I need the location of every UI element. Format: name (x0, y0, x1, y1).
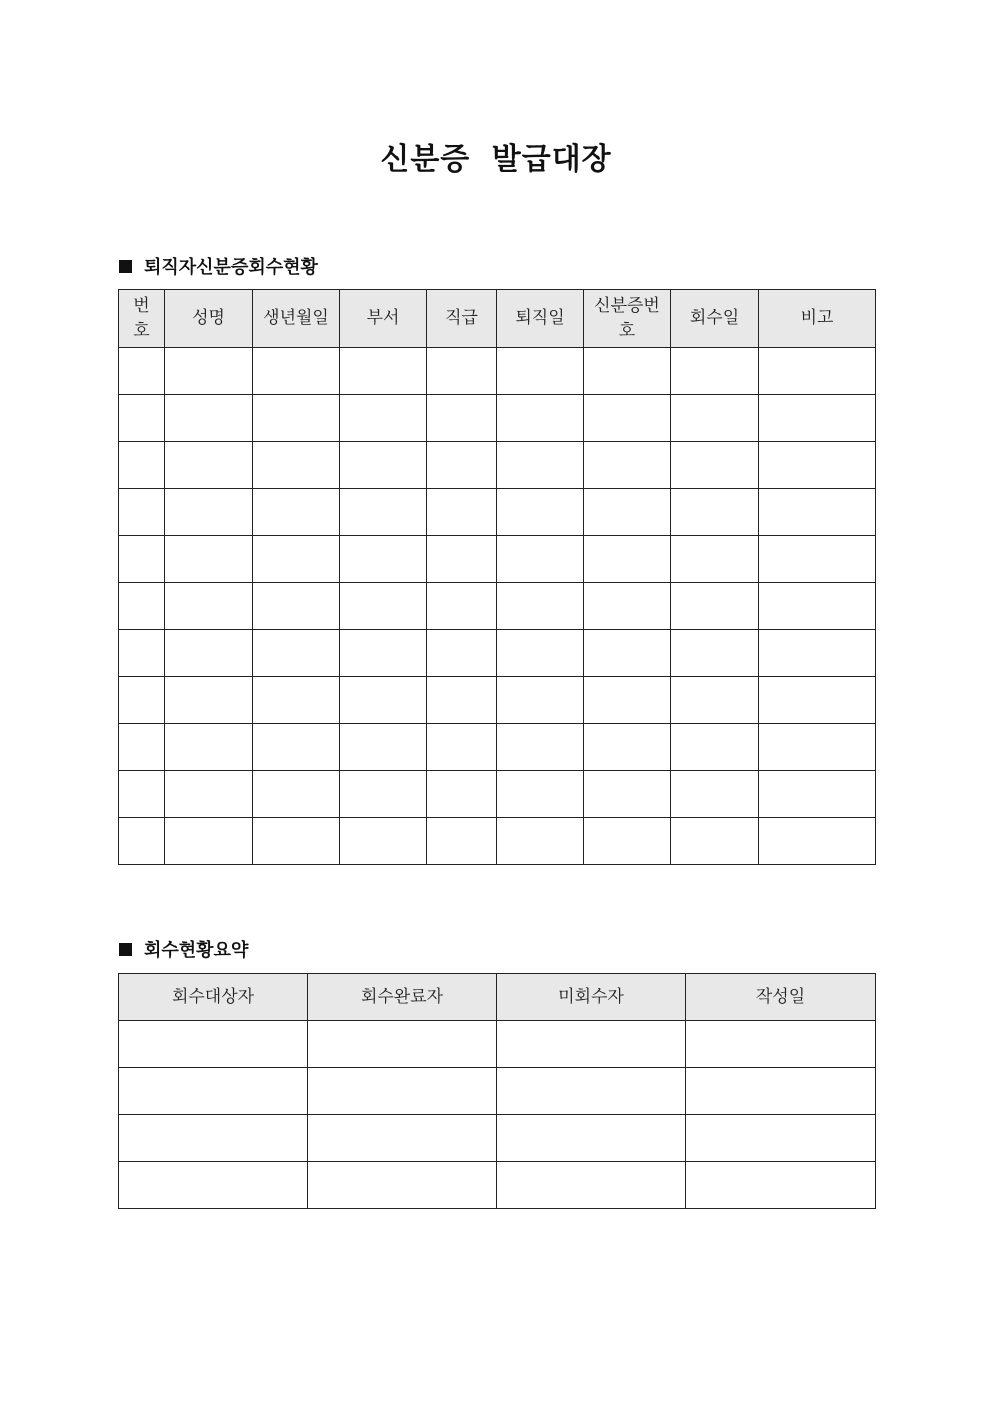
table-cell[interactable] (497, 630, 584, 677)
table-cell[interactable] (119, 1021, 308, 1068)
table-cell[interactable] (671, 583, 759, 630)
table-cell[interactable] (584, 348, 671, 395)
table-cell[interactable] (427, 630, 497, 677)
table-cell[interactable] (686, 1115, 876, 1162)
table-cell[interactable] (165, 395, 253, 442)
table-cell[interactable] (686, 1162, 876, 1209)
column-header-remarks: 비고 (759, 290, 876, 348)
table-cell[interactable] (759, 771, 876, 818)
table-cell[interactable] (427, 536, 497, 583)
table-cell[interactable] (340, 395, 427, 442)
table-cell[interactable] (427, 395, 497, 442)
table-cell[interactable] (253, 818, 340, 865)
table-cell[interactable] (253, 724, 340, 771)
table-cell[interactable] (497, 395, 584, 442)
table-cell[interactable] (759, 630, 876, 677)
table-cell[interactable] (497, 1068, 686, 1115)
table-cell[interactable] (759, 442, 876, 489)
column-header-department: 부서 (340, 290, 427, 348)
column-header-number: 번호 (119, 290, 165, 348)
table-cell[interactable] (759, 724, 876, 771)
table-cell[interactable] (584, 630, 671, 677)
table-row (119, 489, 876, 536)
table-cell[interactable] (340, 677, 427, 724)
table-cell[interactable] (308, 1115, 497, 1162)
retiree-id-recovery-table (118, 289, 876, 865)
table-cell[interactable] (497, 1021, 686, 1068)
table-row (119, 1162, 876, 1209)
table-cell[interactable] (671, 630, 759, 677)
table-cell[interactable] (340, 348, 427, 395)
table-cell[interactable] (119, 536, 165, 583)
table-cell[interactable] (119, 1115, 308, 1162)
table-cell[interactable] (759, 536, 876, 583)
column-header-rank: 직급 (427, 290, 497, 348)
table-cell[interactable] (759, 395, 876, 442)
column-header-unrecovered: 미회수자 (497, 974, 686, 1021)
recovery-summary-table (118, 973, 876, 1209)
table-cell[interactable] (253, 442, 340, 489)
column-header-recovered: 회수완료자 (308, 974, 497, 1021)
table-cell[interactable] (165, 818, 253, 865)
table-cell[interactable] (119, 724, 165, 771)
table-cell[interactable] (671, 818, 759, 865)
table-cell[interactable] (759, 818, 876, 865)
table-cell[interactable] (165, 771, 253, 818)
table-cell[interactable] (119, 771, 165, 818)
table-row (119, 724, 876, 771)
section-heading-label: 퇴직자신분증회수현황 (144, 257, 318, 278)
table-cell[interactable] (119, 442, 165, 489)
table-cell[interactable] (308, 1021, 497, 1068)
section-heading-label: 회수현황요약 (144, 940, 249, 961)
table-cell[interactable] (671, 536, 759, 583)
table-cell[interactable] (671, 677, 759, 724)
table-row (119, 1068, 876, 1115)
black-square-bullet-icon (119, 943, 132, 956)
table-row (119, 630, 876, 677)
table-cell[interactable] (584, 818, 671, 865)
column-header-name: 성명 (165, 290, 253, 348)
table-cell[interactable] (584, 677, 671, 724)
table-cell[interactable] (671, 771, 759, 818)
table-cell[interactable] (584, 583, 671, 630)
column-header-recovery-targets: 회수대상자 (119, 974, 308, 1021)
table-cell[interactable] (253, 630, 340, 677)
table-cell[interactable] (253, 583, 340, 630)
table-cell[interactable] (584, 489, 671, 536)
table-cell[interactable] (584, 395, 671, 442)
table-cell[interactable] (671, 442, 759, 489)
section-heading-recovery-summary (119, 936, 248, 962)
table-cell[interactable] (497, 771, 584, 818)
table-cell[interactable] (119, 489, 165, 536)
table-cell[interactable] (759, 489, 876, 536)
table-row (119, 771, 876, 818)
table-header-row (119, 974, 876, 1021)
table-row (119, 818, 876, 865)
table-cell[interactable] (165, 536, 253, 583)
table-cell[interactable] (759, 348, 876, 395)
table-cell[interactable] (584, 771, 671, 818)
table-cell[interactable] (253, 348, 340, 395)
table-cell[interactable] (497, 818, 584, 865)
table-cell[interactable] (340, 724, 427, 771)
table-cell[interactable] (119, 1162, 308, 1209)
table-cell[interactable] (497, 583, 584, 630)
table-cell[interactable] (165, 348, 253, 395)
table-cell[interactable] (427, 489, 497, 536)
section-heading-retiree-recovery (119, 253, 318, 279)
table-row (119, 677, 876, 724)
table-cell[interactable] (584, 724, 671, 771)
table-cell[interactable] (165, 677, 253, 724)
table-row (119, 442, 876, 489)
table-cell[interactable] (497, 348, 584, 395)
column-header-written-date: 작성일 (686, 974, 876, 1021)
table-cell[interactable] (165, 724, 253, 771)
table-cell[interactable] (119, 630, 165, 677)
table-cell[interactable] (497, 1115, 686, 1162)
table-cell[interactable] (671, 348, 759, 395)
table-header-row (119, 290, 876, 348)
table-cell[interactable] (253, 489, 340, 536)
table-cell[interactable] (119, 395, 165, 442)
table-cell[interactable] (497, 724, 584, 771)
table-cell[interactable] (165, 442, 253, 489)
table-cell[interactable] (686, 1068, 876, 1115)
table-cell[interactable] (165, 583, 253, 630)
column-header-recovery-date: 회수일 (671, 290, 759, 348)
black-square-bullet-icon (119, 260, 132, 273)
table-cell[interactable] (497, 1162, 686, 1209)
table-cell[interactable] (340, 583, 427, 630)
table-cell[interactable] (427, 724, 497, 771)
table-cell[interactable] (340, 630, 427, 677)
table-cell[interactable] (671, 489, 759, 536)
table-row (119, 583, 876, 630)
table-cell[interactable] (427, 583, 497, 630)
table-cell[interactable] (497, 677, 584, 724)
table-cell[interactable] (340, 489, 427, 536)
table-cell[interactable] (253, 395, 340, 442)
table-cell[interactable] (427, 818, 497, 865)
table-cell[interactable] (119, 583, 165, 630)
table-cell[interactable] (497, 442, 584, 489)
column-header-retirement-date: 퇴직일 (497, 290, 584, 348)
table-cell[interactable] (427, 348, 497, 395)
table-cell[interactable] (584, 536, 671, 583)
table-row (119, 395, 876, 442)
table-cell[interactable] (119, 1068, 308, 1115)
table-cell[interactable] (427, 442, 497, 489)
table-cell[interactable] (308, 1162, 497, 1209)
table-cell[interactable] (759, 583, 876, 630)
table-cell[interactable] (253, 536, 340, 583)
table-cell[interactable] (671, 395, 759, 442)
table-cell[interactable] (308, 1068, 497, 1115)
table-cell[interactable] (165, 489, 253, 536)
table-cell[interactable] (759, 677, 876, 724)
table-row (119, 1115, 876, 1162)
column-header-id-number: 신분증번호 (584, 290, 671, 348)
table-cell[interactable] (119, 348, 165, 395)
table-cell[interactable] (340, 771, 427, 818)
table-cell[interactable] (671, 724, 759, 771)
table-cell[interactable] (340, 536, 427, 583)
table-cell[interactable] (253, 771, 340, 818)
table-cell[interactable] (427, 677, 497, 724)
table-row (119, 1021, 876, 1068)
table-cell[interactable] (340, 442, 427, 489)
document-title: 신분증 발급대장 (380, 142, 612, 177)
table-cell[interactable] (584, 442, 671, 489)
table-cell[interactable] (497, 536, 584, 583)
table-row (119, 536, 876, 583)
table-cell[interactable] (340, 818, 427, 865)
table-cell[interactable] (686, 1021, 876, 1068)
table-cell[interactable] (427, 771, 497, 818)
table-cell[interactable] (253, 677, 340, 724)
column-header-birthdate: 생년월일 (253, 290, 340, 348)
table-cell[interactable] (497, 489, 584, 536)
table-cell[interactable] (119, 677, 165, 724)
table-cell[interactable] (119, 818, 165, 865)
table-row (119, 348, 876, 395)
table-cell[interactable] (165, 630, 253, 677)
